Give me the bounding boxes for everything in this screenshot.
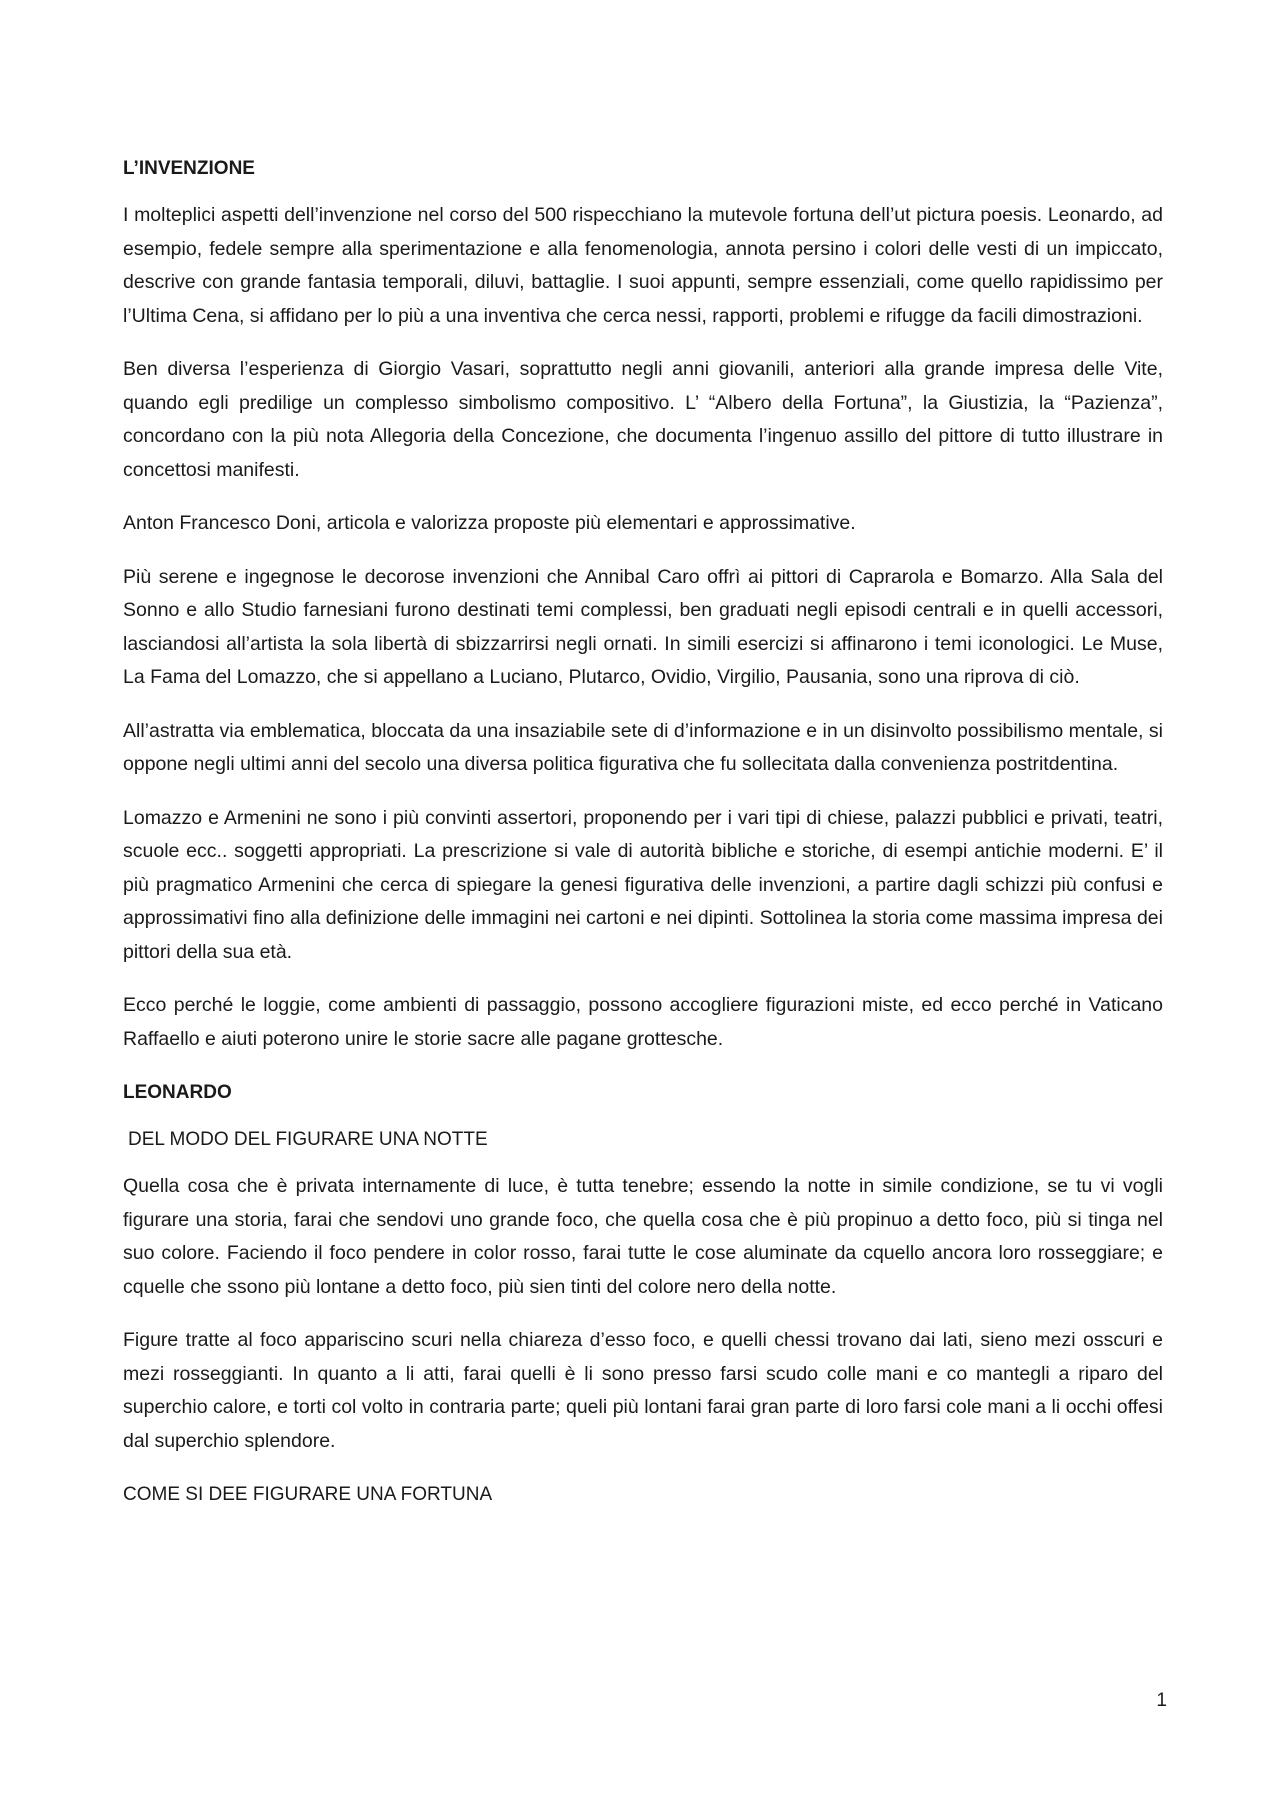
paragraph: Anton Francesco Doni, articola e valorizza proposte più elementari e approssimative. [123,512,856,534]
paragraph: Ben diversa l’esperienza di Giorgio Vasari, soprattutto negli anni giovanili, anteriori alla grande impresa delle Vite, quando egli predilige un complesso simbolismo compositivo. L’ “Albero della Fortuna”, la Giustizia, la “Pazienza”, concordano con la più nota Allegoria della Concezione, che documenta l’ingenuo assillo del pittore di tutto illustrare in concettosi manifesti. [123,358,1163,481]
section-title-invenzione: L’INVENZIONE [123,158,255,179]
subsection-title-notte: DEL MODO DEL FIGURARE UNA NOTTE [128,1129,488,1150]
paragraph: Figure tratte al foco appariscino scuri nella chiareza d’esso foco, e quelli chessi trovano dai lati, sieno mezi osscuri e mezi rosseggianti. In quanto a li atti, farai quelli è li sono presso farsi scudo colle mani e co mantegli a riparo del superchio calore, e torti col volto in contraria parte; queli più lontani farai gran parte di loro farsi cole mani a li occhi offesi dal superchio splendore. [123,1329,1163,1452]
paragraph: Più serene e ingegnose le decorose invenzioni che Annibal Caro offrì ai pittori di Caprarola e Bomarzo. Alla Sala del Sonno e allo Studio farnesiani furono destinati temi complessi, ben graduati negli episodi centrali e in quelli accessori, lasciandosi all’artista la sola libertà di sbizzarrirsi negli ornati. In simili esercizi si affinarono i temi iconologici. Le Muse, La Fama del Lomazzo, che si appellano a Luciano, Plutarco, Ovidio, Virgilio, Pausania, sono una riprova di ciò. [123,565,1163,688]
paragraph: I molteplici aspetti dell’invenzione nel corso del 500 rispecchiano la mutevole fortuna dell’ut pictura poesis. Leonardo, ad esempio, fedele sempre alla sperimentazione e alla fenomenologia, annota persino i colori delle vesti di un impiccato, descrive con grande fantasia temporali, diluvi, battaglie. I suoi appunti, sempre essenziali, come quello rapidissimo per l’Ultima Cena, si affidano per lo più a una inventiva che cerca nessi, rapporti, problemi e rifugge da facili dimostrazioni. [123,204,1163,327]
paragraph: Ecco perché le loggie, come ambienti di passaggio, possono accogliere figurazioni miste, ed ecco perché in Vaticano Raffaello e aiuti poterono unire le storie sacre alle pagane grottesche. [123,994,1163,1050]
document-page [123,152,1163,1525]
paragraph: Quella cosa che è privata internamente di luce, è tutta tenebre; essendo la notte in simile condizione, se tu vi vogli figurare una storia, farai che sendovi uno grande foco, che quella cosa che è più propinuo a detto foco, più si tinga nel suo colore. Faciendo il foco pendere in color rosso, farai tutte le cose aluminate da cquello ancora loro rosseggiare; e cquelle che ssono più lontane a detto foco, più sien tinti del colore nero della notte. [123,1175,1163,1298]
page-number: 1 [1156,1690,1167,1711]
section-title-leonardo: LEONARDO [123,1082,232,1103]
paragraph: Lomazzo e Armenini ne sono i più convinti assertori, proponendo per i vari tipi di chiese, palazzi pubblici e privati, teatri, scuole ecc.. soggetti appropriati. La prescrizione si vale di autorità bibliche e storiche, di esempi antichie moderni. E’ il più pragmatico Armenini che cerca di spiegare la genesi figurativa delle invenzioni, a partire dagli schizzi più confusi e approssimativi fino alla definizione delle immagini nei cartoni e nei dipinti. Sottolinea la storia come massima impresa dei pittori della sua età. [123,806,1163,963]
paragraph: All’astratta via emblematica, bloccata da una insaziabile sete di d’informazione e in un disinvolto possibilismo mentale, si oppone negli ultimi anni del secolo una diversa politica figurativa che fu sollecitata dalla convenienza postritdentina. [123,719,1163,775]
subsection-title-fortuna: COME SI DEE FIGURARE UNA FORTUNA [123,1484,493,1505]
